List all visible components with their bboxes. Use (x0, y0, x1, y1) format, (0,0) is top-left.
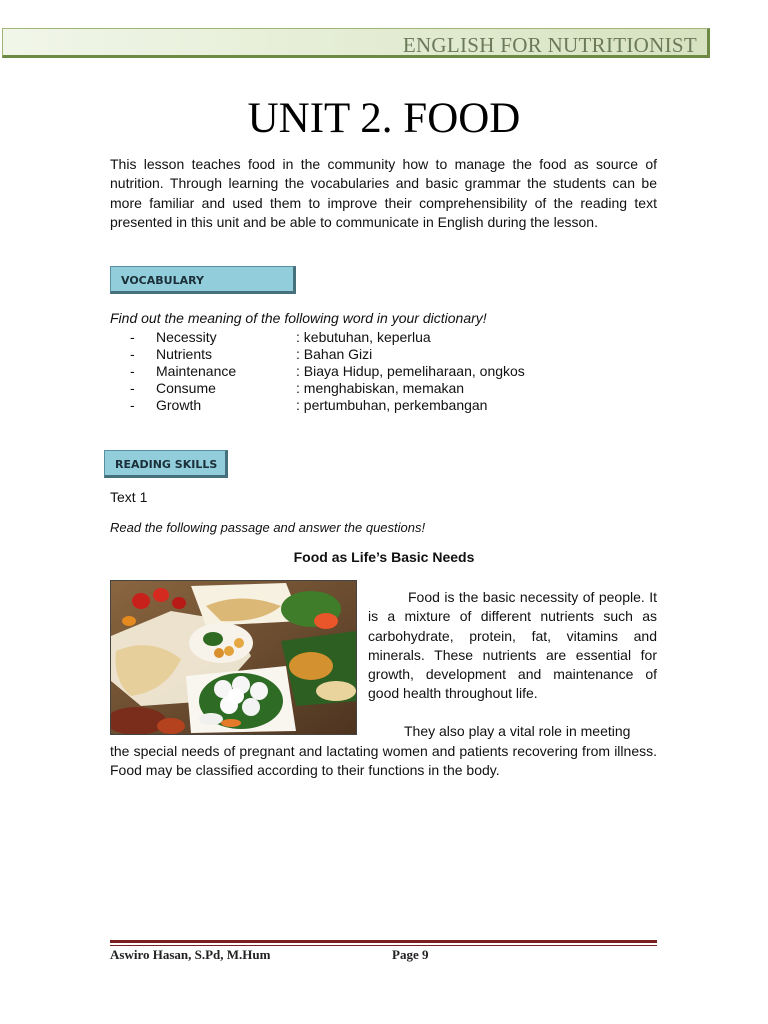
vocabulary-instruction: Find out the meaning of the following word in your dictionary! (110, 310, 487, 326)
footer-rule (110, 940, 657, 946)
vocabulary-meaning: : pertumbuhan, perkembangan (296, 397, 488, 413)
vocabulary-item (130, 346, 525, 363)
footer-rule-thick (110, 940, 657, 943)
passage-paragraph-2-start: They also play a vital role in meeting (404, 723, 631, 739)
footer-author: Aswiro Hasan, S.Pd, M.Hum (110, 947, 271, 962)
vocabulary-item (130, 380, 525, 397)
passage-paragraph-1: Food is the basic necessity of people. It is a mixture of different nutrients such as carbohydrate, protein, fat, vitamins and minerals. These nutrients are essential for growth, development and maintenance of good health throughout life. (368, 589, 657, 702)
list-dash: - (130, 363, 135, 379)
list-dash: - (130, 380, 135, 396)
reading-instruction: Read the following passage and answer the questions! (110, 520, 426, 535)
vocabulary-meaning: : Biaya Hidup, pemeliharaan, ongkos (296, 363, 525, 379)
passage-title: Food as Life’s Basic Needs (293, 549, 475, 565)
vocabulary-list (130, 329, 525, 414)
vocabulary-word: Consume (156, 380, 216, 396)
vocabulary-meaning: : kebutuhan, keperlua (296, 329, 431, 345)
vocabulary-meaning: : menghabiskan, memakan (296, 380, 465, 396)
vocabulary-word: Nutrients (156, 346, 213, 362)
intro-paragraph: This lesson teaches food in the community how to manage the food as source of nutrition. Through learning the vocabularies and basic grammar the students can be more familiar and used them to improve their comprehensibility of the reading text presented in this unit and be able to communicate in English during the lesson. (110, 156, 657, 230)
vocabulary-item (130, 363, 525, 380)
vocabulary-meaning: : Bahan Gizi (296, 346, 373, 362)
vocabulary-item (130, 397, 525, 414)
food-illustration (111, 581, 357, 735)
header-bar (2, 28, 710, 58)
vocabulary-word: Necessity (156, 329, 217, 345)
vocabulary-item (130, 329, 525, 346)
food-photo (110, 580, 357, 735)
footer-rule-thin (110, 945, 657, 946)
vocabulary-word: Growth (156, 397, 202, 413)
unit-title: UNIT 2. FOOD (247, 95, 521, 142)
list-dash: - (130, 397, 135, 413)
list-dash: - (130, 346, 135, 362)
text-number-label: Text 1 (110, 489, 148, 505)
vocabulary-label: VOCABULARY (110, 266, 296, 294)
reading-skills-label: READING SKILLS (104, 450, 228, 478)
header-title: ENGLISH FOR NUTRITIONIST (402, 33, 697, 57)
list-dash: - (130, 329, 135, 345)
vocabulary-word: Maintenance (156, 363, 237, 379)
page-number: Page 9 (392, 947, 429, 962)
passage-paragraph-2-rest: the special needs of pregnant and lactating women and patients recovering from illness. Food may be classified according to their functions in the body. (110, 743, 657, 779)
